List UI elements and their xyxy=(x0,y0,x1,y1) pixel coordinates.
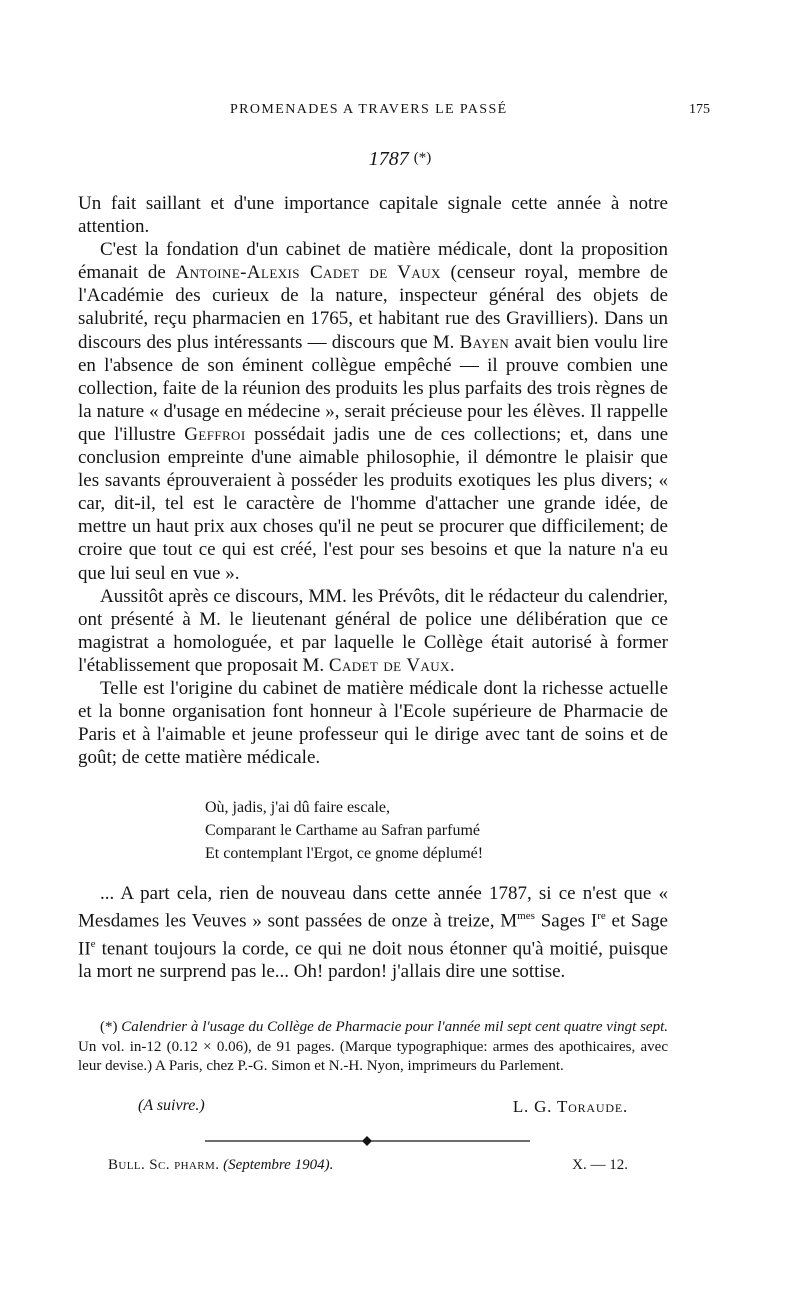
footer-date: (Septembre 1904). xyxy=(223,1157,334,1173)
person-name: Bayen xyxy=(459,331,510,353)
footer-volume: X. — 12. xyxy=(572,1157,628,1173)
signature-row xyxy=(78,1097,668,1119)
superscript: e xyxy=(90,937,96,950)
paragraph: Aussitôt après ce discours, MM. les Prévôts, dit le rédacteur du calendrier, ont présenté à M. le lieutenant général de police une délibération que ce magistrat a homologuée, et par laquelle le Collège était autorisé à former l'établissement que proposait M. Cadet de Vaux. xyxy=(78,585,668,676)
verse-line: Où, jadis, j'ai dû faire escale, xyxy=(205,799,391,816)
footnote-details: Un vol. in-12 (0.12 × 0.06), de 91 pages. (Marque typographique: armes des apothicaires, avec leur devise.) A Paris, chez P.-G. Simon et N.-H. Nyon, imprimeurs du Parlement. xyxy=(78,1038,668,1074)
superscript: mes xyxy=(517,910,535,923)
person-name: Geffroi xyxy=(184,423,246,445)
verse-line: Et contemplant l'Ergot, ce gnome déplumé! xyxy=(205,845,484,862)
footer-bulletin: Bull. Sc. pharm. (Septembre 1904). xyxy=(108,1157,334,1173)
person-name: Antoine-Alexis Cadet de Vaux xyxy=(175,262,441,284)
running-head xyxy=(90,102,710,126)
running-title: PROMENADES A TRAVERS LE PASSÉ xyxy=(230,102,508,117)
person-name: Cadet de Vaux xyxy=(328,654,450,676)
page-footer xyxy=(108,1157,628,1179)
ornamental-rule xyxy=(205,1136,530,1146)
footnote xyxy=(78,1018,668,1077)
section-year: 1787 xyxy=(368,148,409,170)
verse-quotation xyxy=(205,796,483,865)
final-paragraph xyxy=(78,882,668,983)
page-number: 175 xyxy=(689,102,710,117)
author-signature: L. G. Toraude. xyxy=(512,1097,628,1116)
to-be-continued: (A suivre.) xyxy=(138,1097,205,1114)
paragraph: Un fait saillant et d'une importance capitale signale cette année à notre attention. xyxy=(78,193,668,238)
paragraph: ... A part cela, rien de nouveau dans cette année 1787, si ce n'est que « Mesdames les Veuves » sont passées de onze à treize, $M^{mes}$ Sages Ire et Sage IIe tenant toujours la corde, ce qui ne doit nous étonner qu'à moitié, puisque la mort ne surprend pas le... Oh! pardon! j'allais dire une sottise. xyxy=(78,883,668,982)
footnote-text xyxy=(78,1018,668,1077)
section-title xyxy=(0,148,800,171)
footnote-title: Calendrier à l'usage du Collège de Pharmacie pour l'année mil sept cent quatre vingt sept. xyxy=(121,1019,669,1035)
article-body xyxy=(78,192,668,769)
footnote-mark: (*) xyxy=(100,1019,118,1035)
paragraph: C'est la fondation d'un cabinet de matière médicale, dont la proposition émanait de Antoine-Alexis Cadet de Vaux (censeur royal, membre de l'Académie des curieux de la nature, inspecteur général des objets de salubrité, reçu pharmacien en 1765, et habitant rue des Gravilliers). Dans un discours des plus intéressants — discours que M. Bayen avait bien voulu lire en l'absence de son éminent collègue empêché — il prouve combien une collection, faite de la réunion des produits les plus parfaits des trois règnes de la nature « d'usage en médecine », serait précieuse pour les élèves. Il rappelle que l'illustre Geffroi possédait jadis une de ces collections; et, dans une conclusion empreinte d'une aimable philosophie, il démontre le plaisir que les savants éprouveraient à posséder les produits exotiques les plus divers; « car, dit-il, tel est le caractère de l'homme d'attacher une grande idée, de mettre un haut prix aux choses qu'il ne peut se procurer que difficilement; de croire que tout ce qui est créé, l'est pour ses besoins et que la nature n'a eu que lui seul en vue ». xyxy=(78,239,668,584)
paragraph: Telle est l'origine du cabinet de matière médicale dont la richesse actuelle et la bonne organisation font honneur à l'Ecole supérieure de Pharmacie de Paris et à l'aimable et jeune professeur qui le dirige avec tant de soins et de goût; de cette matière médicale. xyxy=(78,677,668,769)
section-note-mark: (*) xyxy=(413,150,432,166)
diamond-ornament-icon xyxy=(362,1136,372,1146)
superscript: re xyxy=(597,910,606,923)
verse-line: Comparant le Carthame au Safran parfumé xyxy=(205,822,480,839)
